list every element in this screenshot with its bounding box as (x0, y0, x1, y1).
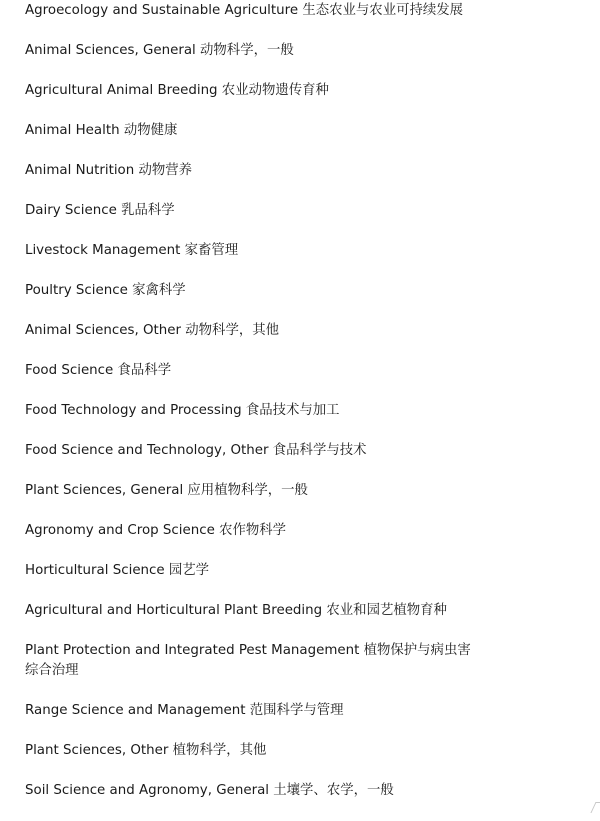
list-item: Soil Science and Agronomy, General 土壤学、农学，一般 (25, 783, 394, 798)
list-item: Agricultural and Horticultural Plant Breeding 农业和园艺植物育种 (25, 603, 447, 618)
list-item: Range Science and Management 范围科学与管理 (25, 703, 344, 718)
page-curl-decoration (590, 802, 600, 813)
list-item: Horticultural Science 园艺学 (25, 563, 210, 578)
list-item: Agroecology and Sustainable Agriculture 生态农业与农业可持续发展 (25, 3, 464, 18)
list-item: Dairy Science 乳品科学 (25, 203, 175, 218)
list-item: Animal Sciences, Other 动物科学，其他 (25, 323, 280, 338)
list-item: Agronomy and Crop Science 农作物科学 (25, 523, 287, 538)
list-item: Poultry Science 家禽科学 (25, 283, 186, 298)
list-item: Food Technology and Processing 食品技术与加工 (25, 403, 340, 418)
list-item: Plant Sciences, General 应用植物科学，一般 (25, 483, 308, 498)
list-item: Animal Sciences, General 动物科学，一般 (25, 43, 294, 58)
list-item: Livestock Management 家畜管理 (25, 243, 239, 258)
list-item: Agricultural Animal Breeding 农业动物遗传育种 (25, 83, 329, 98)
list-item: Animal Health 动物健康 (25, 123, 178, 138)
list-item: Food Science and Technology, Other 食品科学与技术 (25, 443, 367, 458)
list-item: Plant Protection and Integrated Pest Management 植物保护与病虫害综合治理 (25, 643, 471, 678)
list-item: Food Science 食品科学 (25, 363, 172, 378)
list-item: Animal Nutrition 动物营养 (25, 163, 193, 178)
subject-list (25, 0, 585, 821)
list-item: Plant Sciences, Other 植物科学，其他 (25, 743, 267, 758)
